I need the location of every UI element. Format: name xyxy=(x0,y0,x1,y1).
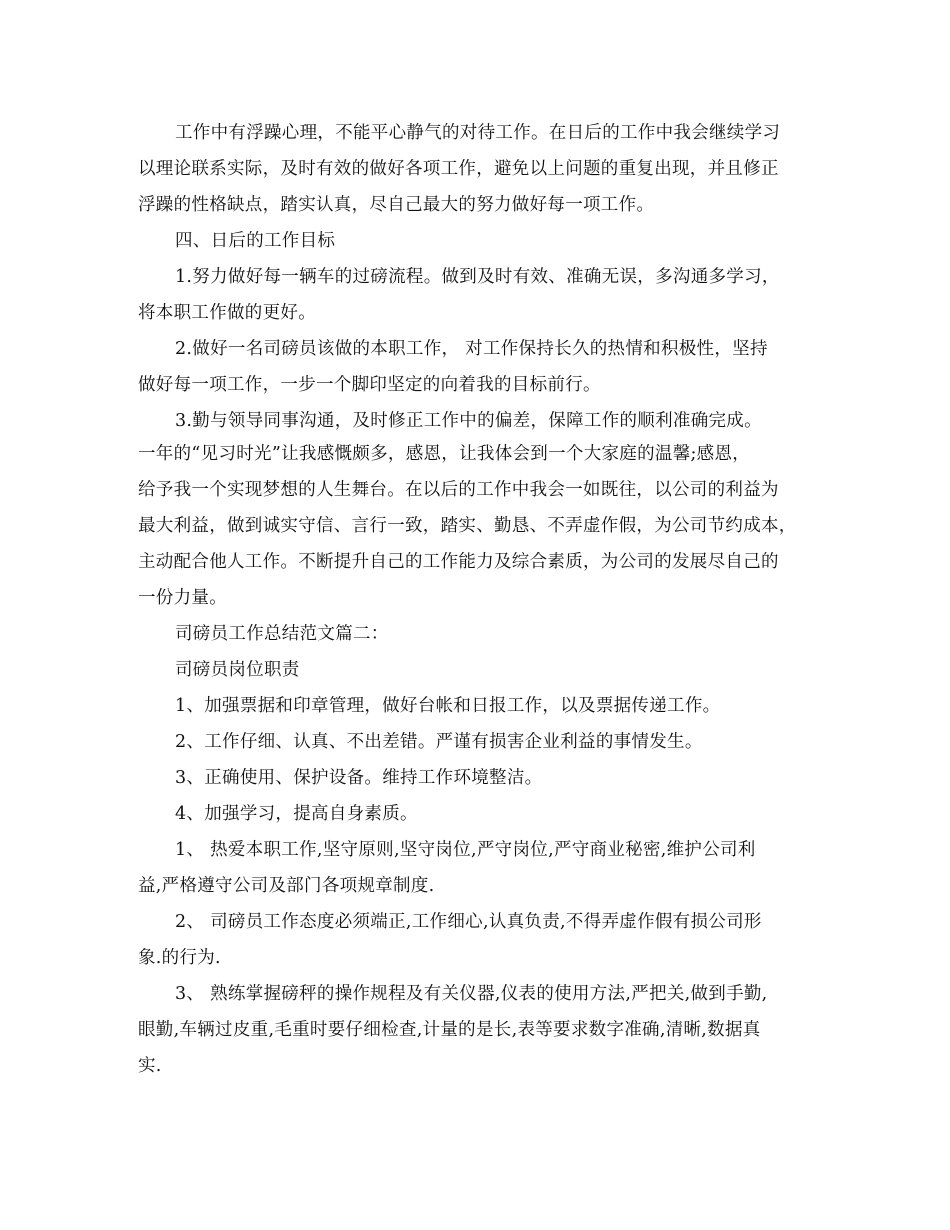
list-item: 4、加强学习，提高自身素质。 xyxy=(175,804,418,824)
list-item: 3、正确使用、保护设备。维持工作环境整洁。 xyxy=(175,768,543,788)
list-item: 3.勤与领导同事沟通，及时修正工作中的偏差，保障工作的顺利准确完成。 xyxy=(175,411,762,431)
paragraph-line: 益,严格遵守公司及部门各项规章制度. xyxy=(138,876,435,896)
paragraph-line: 最大利益，做到诚实守信、言行一致，踏实、勤恳、不弄虚作假，为公司节约成本， xyxy=(138,516,797,536)
list-item: 3、 熟练掌握磅秤的操作规程及有关仪器,仪表的使用方法,严把关,做到手勤, xyxy=(175,984,768,1004)
section-heading: 司磅员岗位职责 xyxy=(175,660,300,680)
list-item: 1、加强票据和印章管理，做好台帐和日报工作，以及票据传递工作。 xyxy=(175,696,721,716)
list-item: 2、 司磅员工作态度必须端正,工作细心,认真负责,不得弄虚作假有损公司形 xyxy=(175,912,762,932)
list-item: 1.努力做好每一辆车的过磅流程。做到及时有效、准确无误，多沟通多学习， xyxy=(175,267,780,287)
paragraph-line: 一份力量。 xyxy=(138,588,227,608)
paragraph-line: 主动配合他人工作。不断提升自己的工作能力及综合素质，为公司的发展尽自己的 xyxy=(138,552,779,572)
paragraph-line: 将本职工作做的更好。 xyxy=(138,303,316,323)
paragraph-line: 做好每一项工作，一步一个脚印坚定的向着我的目标前行。 xyxy=(138,375,601,395)
paragraph-line: 工作中有浮躁心理，不能平心静气的对待工作。在日后的工作中我会继续学习 xyxy=(175,123,781,143)
paragraph-line: 给予我一个实现梦想的人生舞台。在以后的工作中我会一如既往，以公司的利益为 xyxy=(138,480,779,500)
paragraph-line: 浮躁的性格缺点，踏实认真，尽自己最大的努力做好每一项工作。 xyxy=(138,195,655,215)
paragraph-line: 实. xyxy=(138,1056,162,1076)
list-item: 1、 热爱本职工作,坚守原则,坚守岗位,严守岗位,严守商业秘密,维护公司利 xyxy=(175,840,756,860)
list-item: 2、工作仔细、认真、不出差错。严谨有损害企业利益的事情发生。 xyxy=(175,732,703,752)
paragraph-line: 象.的行为. xyxy=(138,948,221,968)
section-heading: 四、日后的工作目标 xyxy=(175,231,336,251)
paragraph-line: 眼勤,车辆过皮重,毛重时要仔细检查,计量的是长,表等要求数字准确,清晰,数据真 xyxy=(138,1020,761,1040)
section-heading: 司磅员工作总结范文篇二： xyxy=(175,624,389,644)
paragraph-line: 以理论联系实际，及时有效的做好各项工作，避免以上问题的重复出现，并且修正 xyxy=(138,159,779,179)
paragraph-line: 一年的“见习时光”让我感慨颇多，感恩，让我体会到一个大家庭的温馨;感恩， xyxy=(138,444,751,464)
list-item: 2.做好一名司磅员该做的本职工作， 对工作保持长久的热情和积极性，坚持 xyxy=(175,339,768,359)
